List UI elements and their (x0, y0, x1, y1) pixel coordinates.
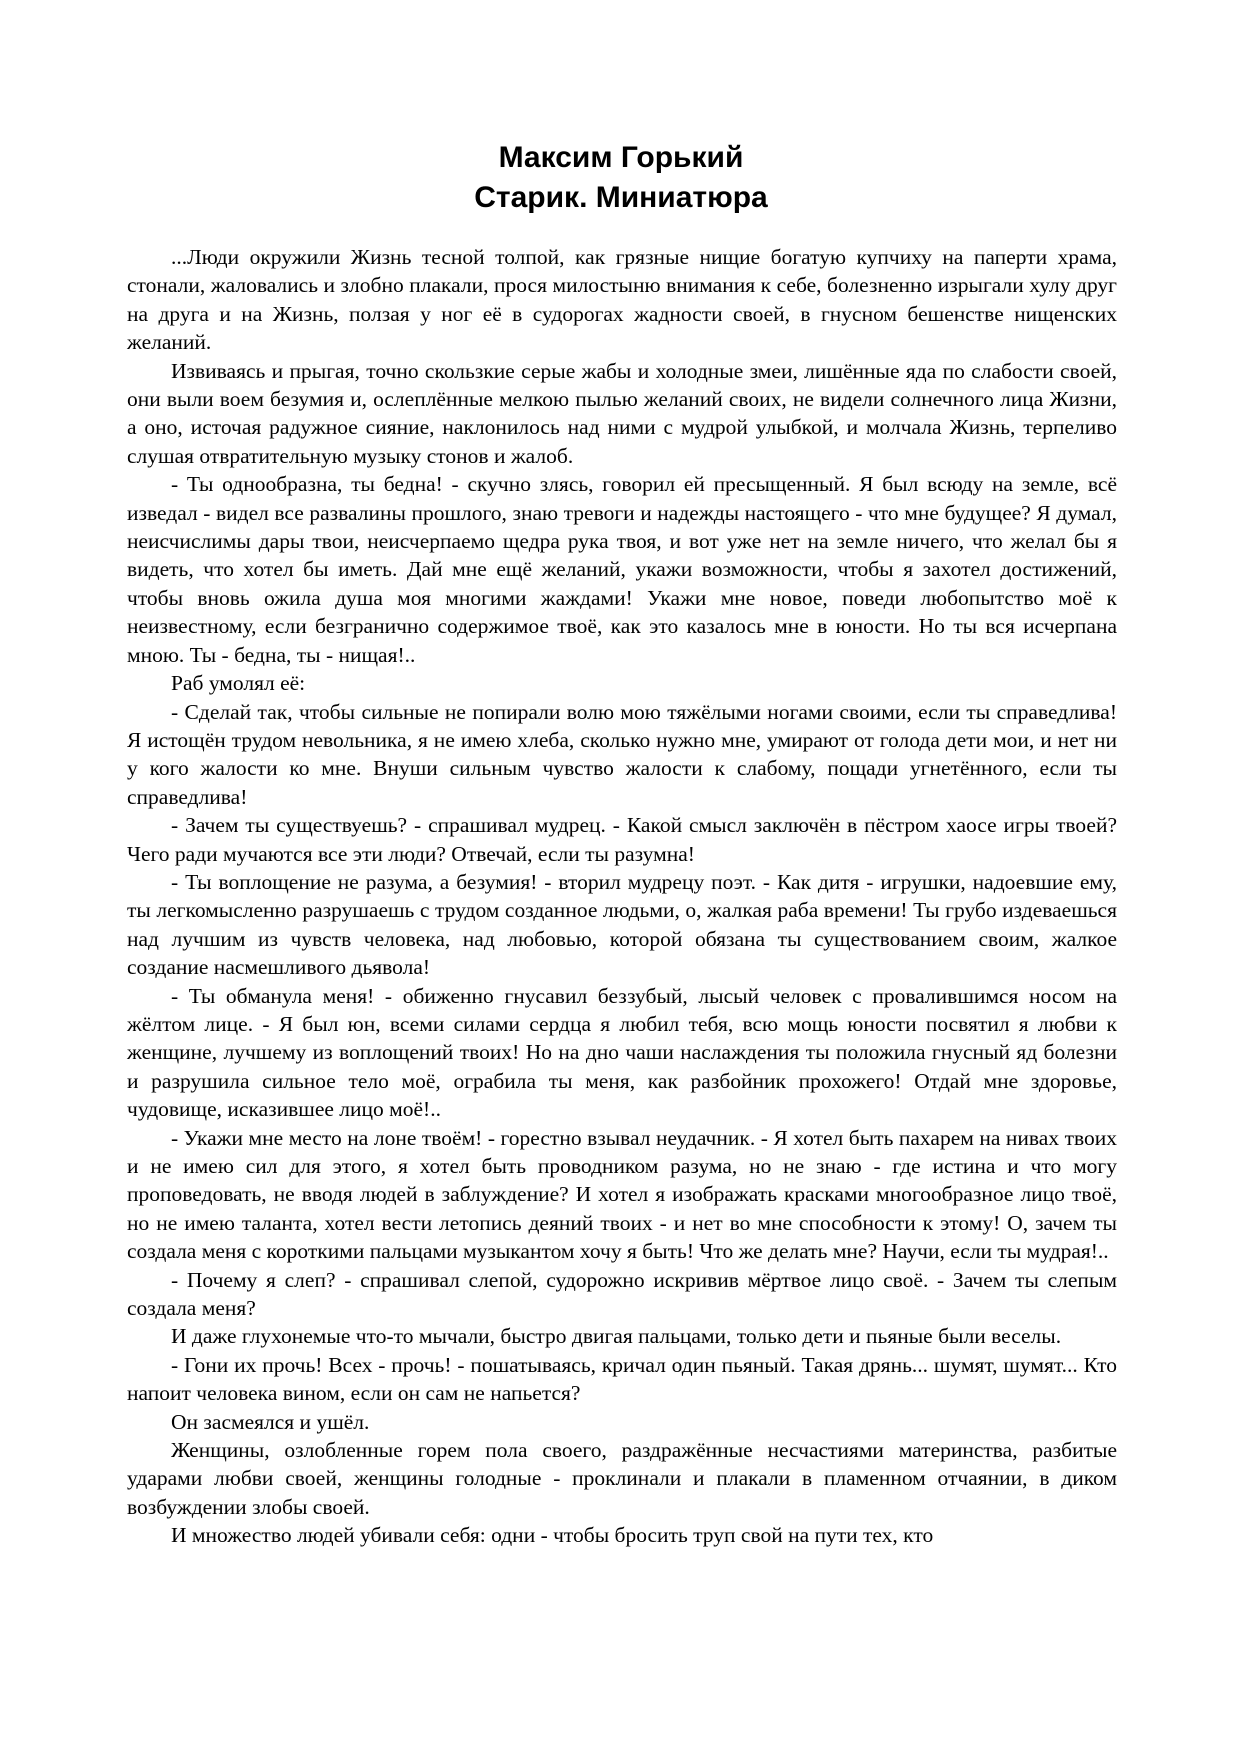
paragraph-1: ...Люди окружили Жизнь тесной толпой, как грязные нищие богатую купчиху на паперти храма, стонали, жаловались и злобно плакали, прося милостыню внимания к себе, болезненно изрыгали хулу друг на друга и на Жизнь, ползая у ног её в судорогах жадности своей, в гнусном бешенстве нищенских желаний. (127, 245, 1117, 355)
paragraph-13: Он засмеялся и ушёл. (171, 1409, 370, 1434)
paragraph-9: - Укажи мне место на лоне твоём! - горестно взывал неудачник. - Я хотел быть пахарем на нивах твоих и не имею сил для этого, я хотел быть проводником разума, но не знаю - где истина и что могу проповедовать, не вводя людей в заблуждение? И хотел я изображать красками многообразное лицо твоё, но не имею таланта, хотел вести летопись деяний твоих - и нет во мне способности к этому! О, зачем ты создала меня с короткими пальцами музыкантом хочу я быть! Что же делать мне? Научи, если ты мудрая!.. (127, 1125, 1117, 1264)
paragraph-10: - Почему я слеп? - спрашивал слепой, судорожно искривив мёртвое лицо своё. - Зачем ты слепым создала меня? (127, 1267, 1117, 1321)
author-name: Максим Горький (498, 141, 744, 174)
paragraph-2: Извиваясь и прыгая, точно скользкие серые жабы и холодные змеи, лишённые яда по слабости своей, они выли воем безумия и, ослеплённые мелкою пылью желаний своих, не видели солнечного лица Жизни, а оно, источая радужное сияние, наклонилось над ними с мудрой улыбкой, и молчала Жизнь, терпеливо слушая отвратительную музыку стонов и жалоб. (127, 358, 1117, 468)
paragraph-14: Женщины, озлобленные горем пола своего, раздражённые несчастиями материнства, разбитые ударами любви своей, женщины голодные - проклинали и плакали в пламенном отчаянии, в диком возбуждении злобы своей. (127, 1438, 1117, 1519)
paragraph-7: - Ты воплощение не разума, а безумия! - вторил мудрецу поэт. - Как дитя - игрушки, надоевшие ему, ты легкомысленно разрушаешь с трудом созданное людьми, о, жалкая раба времени! Ты грубо издеваешься над лучшим из чувств человека, над любовью, которой обязана ты существованием своим, жалкое создание насмешливого дьявола! (127, 869, 1117, 980)
paragraph-4: Раб умолял её: (171, 671, 306, 696)
document-title: Старик. Миниатюра (474, 181, 768, 214)
paragraph-6: - Зачем ты существуешь? - спрашивал мудрец. - Какой смысл заключён в пёстром хаосе игры твоей? Чего ради мучаются все эти люди? Отвечай, если ты разумна! (127, 813, 1117, 866)
title-block (0, 138, 1242, 218)
paragraph-15: И множество людей убивали себя: одни - чтобы бросить труп свой на пути тех, кто (171, 1523, 934, 1548)
body-text (127, 243, 1117, 1550)
paragraph-8: - Ты обманула меня! - обиженно гнусавил беззубый, лысый человек с провалившимся носом на жёлтом лице. - Я был юн, всеми силами сердца я любил тебя, всю мощь юности посвятил я любви к женщине, лучшему из воплощений твоих! Но на дно чаши наслаждения ты положила гнусный яд болезни и разрушила сильное тело моё, ограбила ты меня, как разбойник прохожего! Отдай мне здоровье, чудовище, исказившее лицо моё!.. (127, 983, 1117, 1122)
paragraph-11: И даже глухонемые что-то мычали, быстро двигая пальцами, только дети и пьяные были веселы. (171, 1324, 1062, 1349)
paragraph-3: - Ты однообразна, ты бедна! - скучно злясь, говорил ей пресыщенный. Я был всюду на земле, всё изведал - видел все развалины прошлого, знаю тревоги и надежды настоящего - что мне будущее? Я думал, неисчислимы дары твои, неисчерпаемо щедра рука твоя, и вот уже нет на земле ничего, что желал бы я видеть, что хотел бы иметь. Дай мне ещё желаний, укажи возможности, чтобы я захотел достижений, чтобы вновь ожила душа моя многими жаждами! Укажи мне новое, поведи любопытство моё к неизвестному, если безгранично содержимое твоё, как это казалось мне в юности. Но ты вся исчерпана мною. Ты - бедна, ты - нищая!.. (127, 472, 1117, 667)
paragraph-12: - Гони их прочь! Всех - прочь! - пошатываясь, кричал один пьяный. Такая дрянь... шумят, шумят... Кто напоит человека вином, если он сам не напьется? (127, 1352, 1117, 1406)
paragraph-5: - Сделай так, чтобы сильные не попирали волю мою тяжёлыми ногами своими, если ты справедлива! Я истощён трудом невольника, я не имею хлеба, сколько нужно мне, умирают от голода дети мои, и нет ни у кого жалости ко мне. Внуши сильным чувство жалости к слабому, пощади угнетённого, если ты справедлива! (127, 699, 1117, 809)
